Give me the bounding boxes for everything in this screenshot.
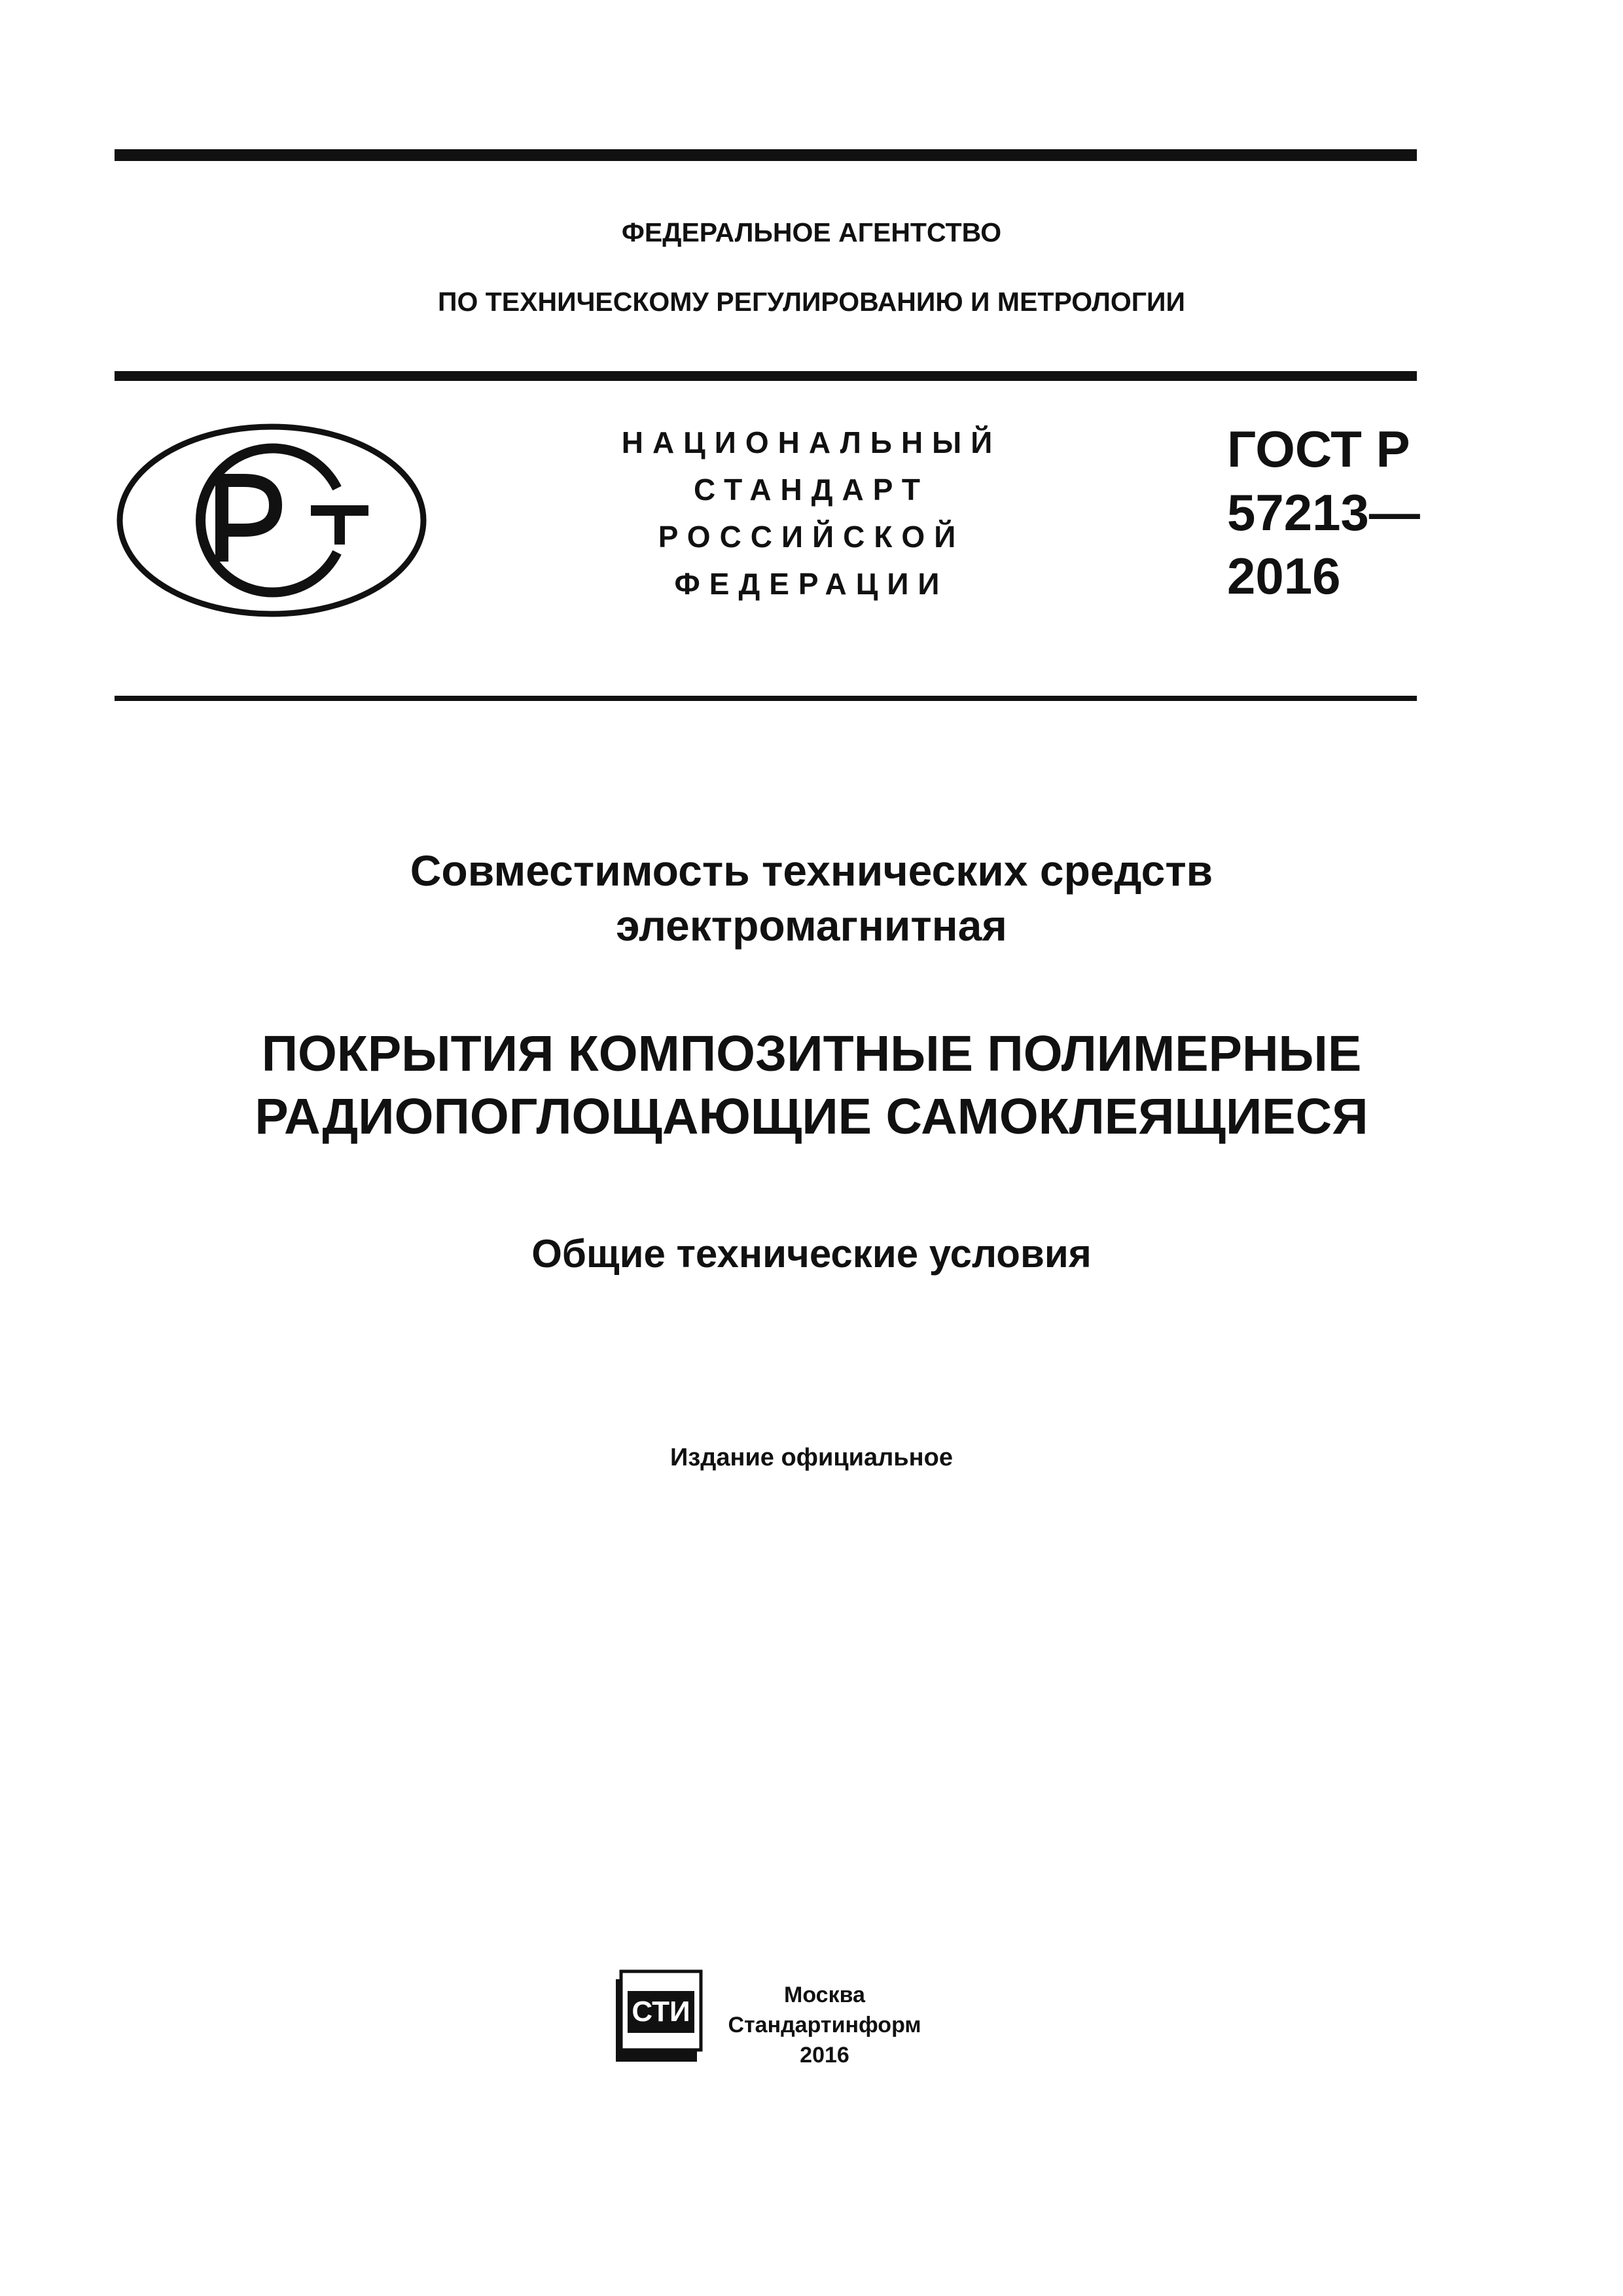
publisher-year: 2016 (800, 2043, 849, 2068)
document-main-title (0, 1022, 1623, 1148)
top-divider (115, 149, 1417, 161)
designation-line: 2016 (1227, 547, 1341, 605)
publisher-name: Стандартинформ (728, 2013, 921, 2037)
edition-label: Издание официальное (670, 1444, 953, 1471)
rst-mark-icon (115, 419, 429, 622)
publisher-logo-text: СТИ (632, 1996, 690, 2028)
sti-publisher-logo-icon (612, 1969, 704, 2066)
publisher-city: Москва (784, 1982, 865, 2007)
header-divider (115, 371, 1417, 381)
designation-line: 57213— (1227, 484, 1420, 541)
document-subtitle: Общие технические условия (531, 1232, 1092, 1276)
national-standard-line: СТАНДАРТ (694, 473, 929, 507)
title-line: электромагнитная (616, 901, 1007, 950)
title-line: Совместимость технических средств (410, 846, 1213, 895)
national-standard-line: РОССИЙСКОЙ (658, 520, 965, 554)
document-title-prefix (0, 843, 1623, 953)
agency-line-1: ФЕДЕРАЛЬНОЕ АГЕНТСТВО (621, 217, 1002, 247)
standard-designation (1227, 418, 1420, 608)
publisher-block (707, 1980, 942, 2070)
national-standard-line: ФЕДЕРАЦИИ (674, 567, 949, 601)
national-standard-line: НАЦИОНАЛЬНЫЙ (621, 425, 1002, 459)
designation-line: ГОСТ Р (1227, 420, 1410, 478)
national-standard-label (576, 419, 1047, 607)
agency-line-2: ПО ТЕХНИЧЕСКОМУ РЕГУЛИРОВАНИЮ И МЕТРОЛОГИИ (438, 287, 1185, 317)
bottom-divider (115, 696, 1417, 701)
main-title-line: ПОКРЫТИЯ КОМПОЗИТНЫЕ ПОЛИМЕРНЫЕ (261, 1026, 1362, 1082)
main-title-line: РАДИОПОГЛОЩАЮЩИЕ САМОКЛЕЯЩИЕСЯ (255, 1088, 1368, 1145)
